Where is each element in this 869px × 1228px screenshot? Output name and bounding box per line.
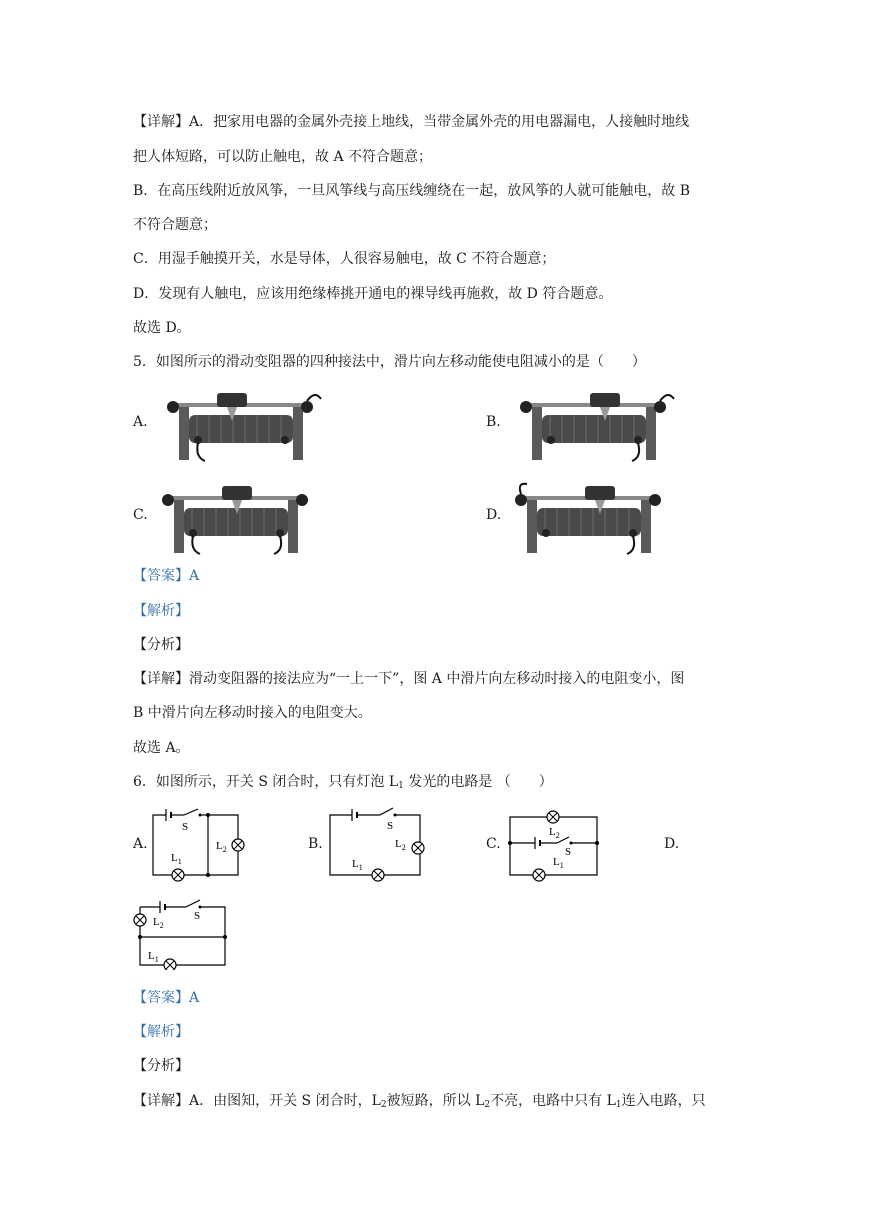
svg-text:L1: $L_1$ <box>171 852 182 866</box>
rheostat-photo-b <box>518 385 683 465</box>
svg-text:L2: $L_2$ <box>153 916 164 930</box>
switch-label: S <box>565 846 572 858</box>
switch-label: S <box>182 821 189 833</box>
q4-option-c-line: C．用湿手触摸开关，水是导体，人很容易触电，故 C 不符合题意； <box>133 251 556 267</box>
q6-answer: 【答案】A <box>133 990 200 1006</box>
svg-text:L2: $L_2$ <box>395 838 406 852</box>
q5-analysis: 【解析】 <box>133 603 189 619</box>
q4-detail-line2: 把人体短路，可以防止触电，故 A 不符合题意； <box>133 149 433 165</box>
q5-detail-line2: B 中滑片向左移动时接入的电阻变大。 <box>133 705 372 721</box>
q5-choose: 故选 A。 <box>133 740 190 756</box>
rheostat-photo-c <box>160 478 325 558</box>
switch-label: S <box>387 820 394 832</box>
q5-answer: 【答案】A <box>133 568 200 584</box>
q6-detail-line1: 【详解】A．由图知，开关 S 闭合时，$L_2$被短路，所以 $L_2$不亮，电路中只有 $L_1$连入电路，只 <box>133 1093 706 1110</box>
q6-analysis: 【解析】 <box>133 1024 189 1040</box>
q6-option-b-label: B. <box>308 836 323 852</box>
svg-text:L1: $L_1$ <box>352 858 363 872</box>
svg-text:L2: $L_2$ <box>216 840 227 854</box>
q5-option-a-label: A. <box>133 414 148 430</box>
q4-option-b-line1: B．在高压线附近放风筝，一旦风筝线与高压线缠绕在一起，放风筝的人就可能触电，故 B <box>133 183 691 199</box>
circuit-diagram-c <box>505 803 605 885</box>
q6-option-a-label: A. <box>133 836 148 852</box>
q6-fenxi: 【分析】 <box>133 1058 189 1074</box>
q5-option-d-label: D. <box>486 507 502 523</box>
circuit-diagram-a <box>148 805 253 885</box>
q4-option-d-line: D．发现有人触电，应该用绝缘棒挑开通电的裸导线再施救，故 D 符合题意。 <box>133 286 613 302</box>
circuit-diagram-d <box>130 895 230 970</box>
svg-text:L1: $L_1$ <box>148 950 159 964</box>
q5-stem: 5．如图所示的滑动变阻器的四种接法中，滑片向左移动能使电阻减小的是（ ） <box>133 354 646 370</box>
q5-detail-line1: 【详解】滑动变阻器的接法应为“一上一下”，图 A 中滑片向左移动时接入的电阻变小，图 <box>133 671 685 687</box>
circuit-diagram-b <box>325 805 430 885</box>
q4-detail-line1: 【详解】A．把家用电器的金属外壳接上地线，当带金属外壳的用电器漏电，人接触时地线 <box>133 114 690 130</box>
q6-option-d-label: D. <box>664 836 680 852</box>
svg-text:L1: $L_1$ <box>553 856 564 870</box>
q6-stem: 6．如图所示，开关 S 闭合时，只有灯泡 $L_1$ 发光的电路是 （ ） <box>133 774 553 791</box>
q5-fenxi: 【分析】 <box>133 637 189 653</box>
q5-option-b-label: B. <box>486 414 501 430</box>
switch-label: S <box>194 910 201 922</box>
q5-option-c-label: C. <box>133 507 148 523</box>
rheostat-photo-a <box>165 385 330 465</box>
rheostat-photo-d <box>513 478 678 558</box>
q6-option-c-label: C. <box>486 836 501 852</box>
q4-option-b-line2: 不符合题意； <box>133 217 217 233</box>
q4-choose: 故选 D。 <box>133 320 191 336</box>
svg-text:L2: $L_2$ <box>549 826 560 840</box>
